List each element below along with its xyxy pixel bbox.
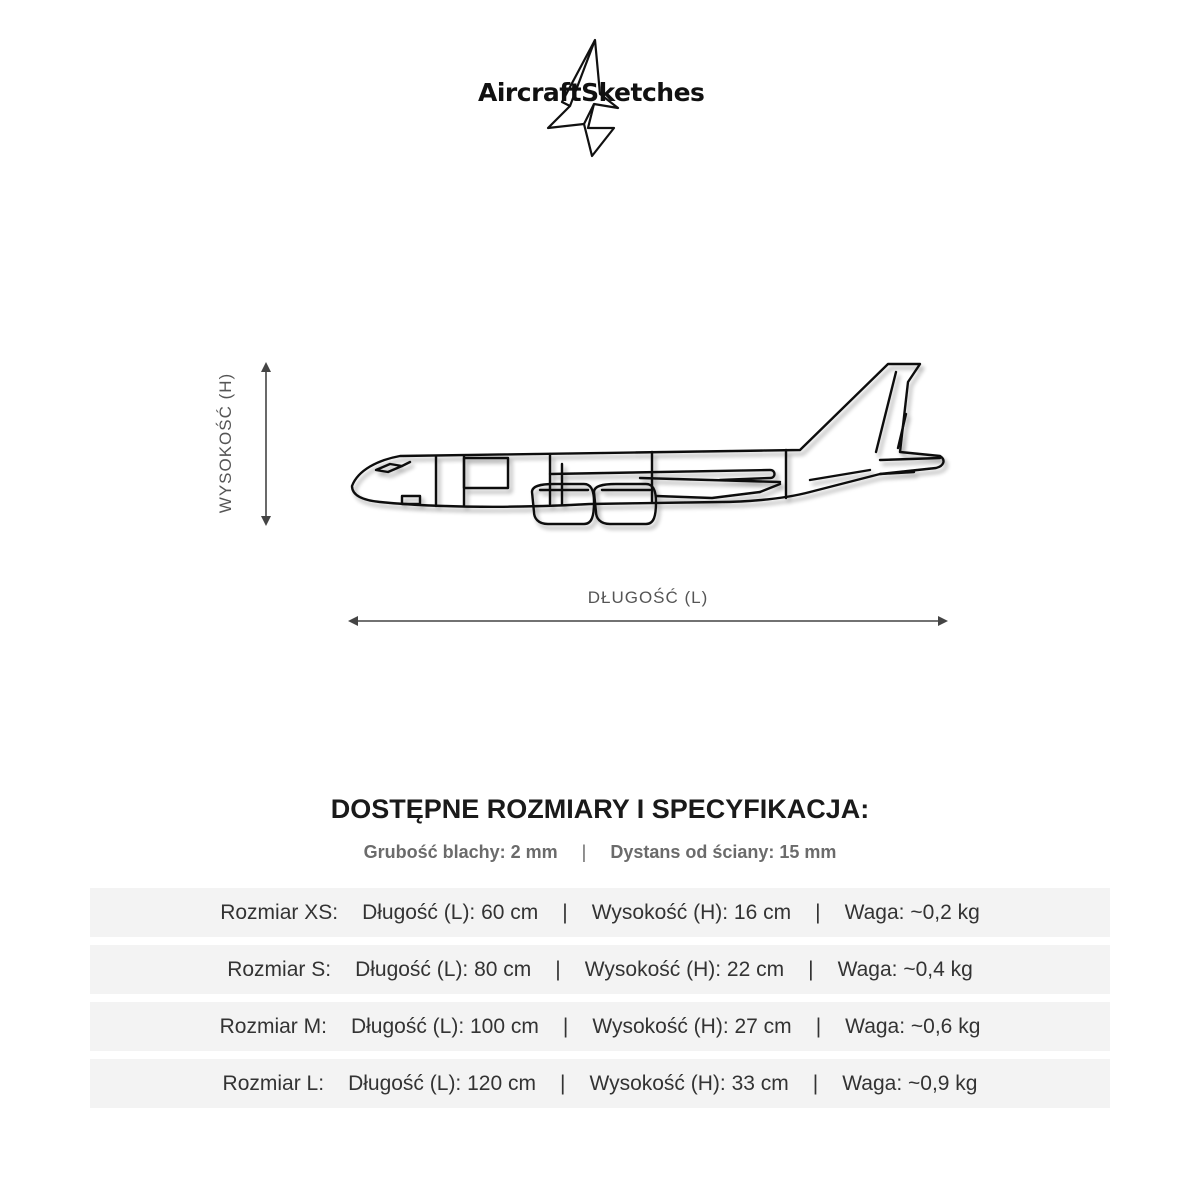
size-weight: Waga: ~0,2 kg (844, 900, 980, 924)
size-weight: Waga: ~0,4 kg (837, 957, 973, 981)
size-name: Rozmiar XS: (220, 900, 339, 924)
separator: | (562, 900, 568, 924)
size-row-l (90, 1059, 1110, 1108)
separator: | (808, 957, 814, 981)
logo-wordmark: AircraftSketches (478, 78, 705, 107)
separator: | (562, 1014, 569, 1038)
size-length: Długość (L): 80 cm (355, 957, 532, 981)
separator: | (815, 900, 821, 924)
height-arrow-icon (258, 360, 274, 528)
size-row-xs (90, 888, 1110, 937)
size-weight: Waga: ~0,6 kg (845, 1014, 981, 1038)
separator: | (581, 842, 587, 862)
separator: | (555, 957, 561, 981)
specs-subtitle (0, 842, 1200, 863)
separator: | (559, 1071, 566, 1095)
size-name: Rozmiar M: (219, 1014, 327, 1038)
size-row-m (90, 1002, 1110, 1051)
size-length: Długość (L): 100 cm (350, 1014, 539, 1038)
size-height: Wysokość (H): 33 cm (589, 1071, 789, 1095)
size-height: Wysokość (H): 27 cm (592, 1014, 792, 1038)
size-row-s (90, 945, 1110, 994)
size-name: Rozmiar S: (227, 957, 332, 981)
separator: | (812, 1071, 819, 1095)
height-dimension-label: WYSOKOŚĆ (H) (216, 372, 235, 514)
length-dimension-label: DŁUGOŚĆ (L) (587, 588, 709, 607)
separator: | (815, 1014, 822, 1038)
wall-distance: Dystans od ściany: 15 mm (610, 842, 837, 862)
specs-title: DOSTĘPNE ROZMIARY I SPECYFIKACJA: (330, 794, 870, 824)
size-height: Wysokość (H): 16 cm (591, 900, 792, 924)
size-weight: Waga: ~0,9 kg (842, 1071, 978, 1095)
size-table (90, 888, 1110, 1116)
sheet-thickness: Grubość blachy: 2 mm (363, 842, 558, 862)
size-length: Długość (L): 120 cm (348, 1071, 536, 1095)
length-arrow-icon (346, 612, 950, 630)
aircraft-silhouette (340, 352, 960, 540)
size-name: Rozmiar L: (222, 1071, 325, 1095)
size-height: Wysokość (H): 22 cm (584, 957, 785, 981)
size-length: Długość (L): 60 cm (362, 900, 539, 924)
